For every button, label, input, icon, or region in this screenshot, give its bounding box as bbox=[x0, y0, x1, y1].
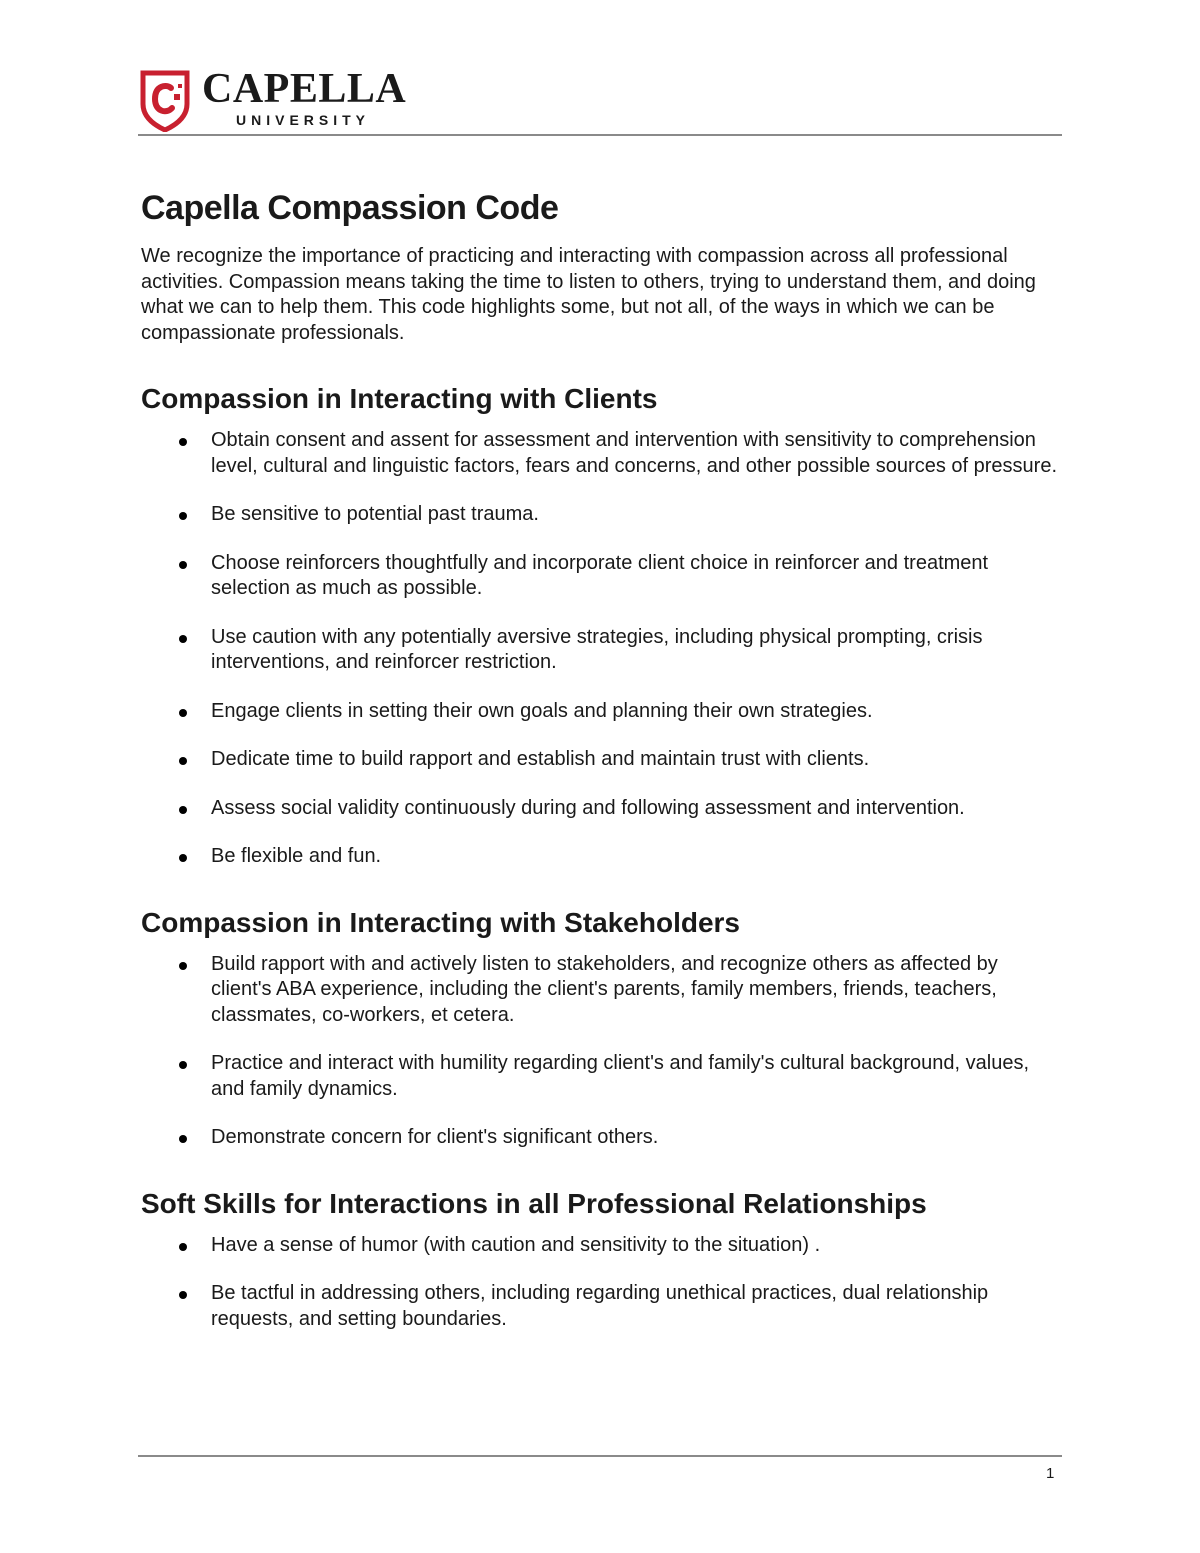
list-item bbox=[141, 1051, 1059, 1102]
list-item bbox=[141, 428, 1059, 479]
list-item-text: Be flexible and fun. bbox=[211, 845, 382, 867]
list-item-text: Have a sense of humor (with caution and sensitivity to the situation) . bbox=[211, 1233, 821, 1256]
bullet-icon bbox=[179, 512, 187, 520]
bullet-icon bbox=[179, 1243, 187, 1251]
page-number: 1 bbox=[1046, 1465, 1055, 1482]
capella-shield-logo-icon bbox=[140, 70, 190, 132]
document-title: Capella Compassion Code bbox=[141, 189, 559, 227]
list-item bbox=[141, 1281, 1059, 1332]
bullet-icon bbox=[179, 854, 187, 862]
bullet-list bbox=[141, 1233, 1059, 1333]
list-item-text: Practice and interact with humility regarding client's and family's cultural background, values, and family dynamics. bbox=[211, 1052, 1030, 1100]
section-heading: Compassion in Interacting with Clients bbox=[141, 383, 658, 414]
list-item bbox=[141, 844, 1059, 870]
bullet-icon bbox=[179, 1135, 187, 1143]
list-item bbox=[141, 502, 1059, 528]
bullet-list bbox=[141, 428, 1059, 870]
list-item bbox=[141, 796, 1059, 822]
list-item-text: Obtain consent and assent for assessment and intervention with sensitivity to comprehension level, cultural and linguistic factors, fears and concerns, and other possible sources of pressure. bbox=[211, 429, 1057, 477]
list-item bbox=[141, 625, 1059, 676]
list-item-text: Use caution with any potentially aversive strategies, including physical prompting, crisis interventions, and reinforcer restriction. bbox=[211, 625, 983, 673]
list-item bbox=[141, 952, 1059, 1029]
section-clients bbox=[141, 382, 1059, 870]
list-item bbox=[141, 747, 1059, 773]
bullet-icon bbox=[179, 962, 187, 970]
bullet-icon bbox=[179, 561, 187, 569]
logo-wordmark-main: CAPELLA bbox=[202, 66, 407, 112]
list-item-text: Be sensitive to potential past trauma. bbox=[211, 503, 539, 525]
list-item-text: Build rapport with and actively listen to stakeholders, and recognize others as affected by client's ABA experience, including the client's parents, family members, friends, teachers, classmates, co-workers, et cetera. bbox=[211, 952, 998, 1026]
list-item bbox=[141, 551, 1059, 602]
logo-wordmark bbox=[202, 68, 406, 128]
header-divider bbox=[138, 134, 1062, 136]
list-item-text: Choose reinforcers thoughtfully and incorporate client choice in reinforcer and treatment selection as much as possible. bbox=[211, 551, 989, 599]
section-heading: Compassion in Interacting with Stakeholders bbox=[141, 906, 740, 938]
list-item bbox=[141, 699, 1059, 725]
bullet-icon bbox=[179, 1061, 187, 1069]
section-heading: Soft Skills for Interactions in all Professional Relationships bbox=[141, 1187, 927, 1219]
list-item-text: Engage clients in setting their own goals and planning their own strategies. bbox=[211, 699, 873, 722]
page-header bbox=[140, 68, 1062, 138]
document-body bbox=[141, 186, 1059, 1332]
list-item-text: Assess social validity continuously during and following assessment and intervention. bbox=[211, 796, 965, 819]
list-item-text: Dedicate time to build rapport and establish and maintain trust with clients. bbox=[211, 748, 870, 770]
section-stakeholders bbox=[141, 906, 1059, 1151]
footer-divider bbox=[138, 1455, 1062, 1457]
logo-wordmark-sub: UNIVERSITY bbox=[236, 112, 371, 128]
bullet-icon bbox=[179, 709, 187, 717]
section-soft-skills bbox=[141, 1187, 1059, 1333]
bullet-icon bbox=[179, 757, 187, 765]
list-item bbox=[141, 1233, 1059, 1259]
intro-paragraph: We recognize the importance of practicing and interacting with compassion across all professional activities. Compassion means taking the time to listen to others, trying to understand them, and doing what we can to help them. This code highlights some, but not all, of the ways in which we can be compassionate professionals. bbox=[141, 245, 1036, 344]
bullet-icon bbox=[179, 635, 187, 643]
bullet-list bbox=[141, 952, 1059, 1151]
list-item-text: Be tactful in addressing others, including regarding unethical practices, dual relationship requests, and setting boundaries. bbox=[211, 1282, 989, 1330]
list-item-text: Demonstrate concern for client's significant others. bbox=[211, 1126, 659, 1148]
bullet-icon bbox=[179, 438, 187, 446]
bullet-icon bbox=[179, 1291, 187, 1299]
bullet-icon bbox=[179, 806, 187, 814]
list-item bbox=[141, 1125, 1059, 1151]
